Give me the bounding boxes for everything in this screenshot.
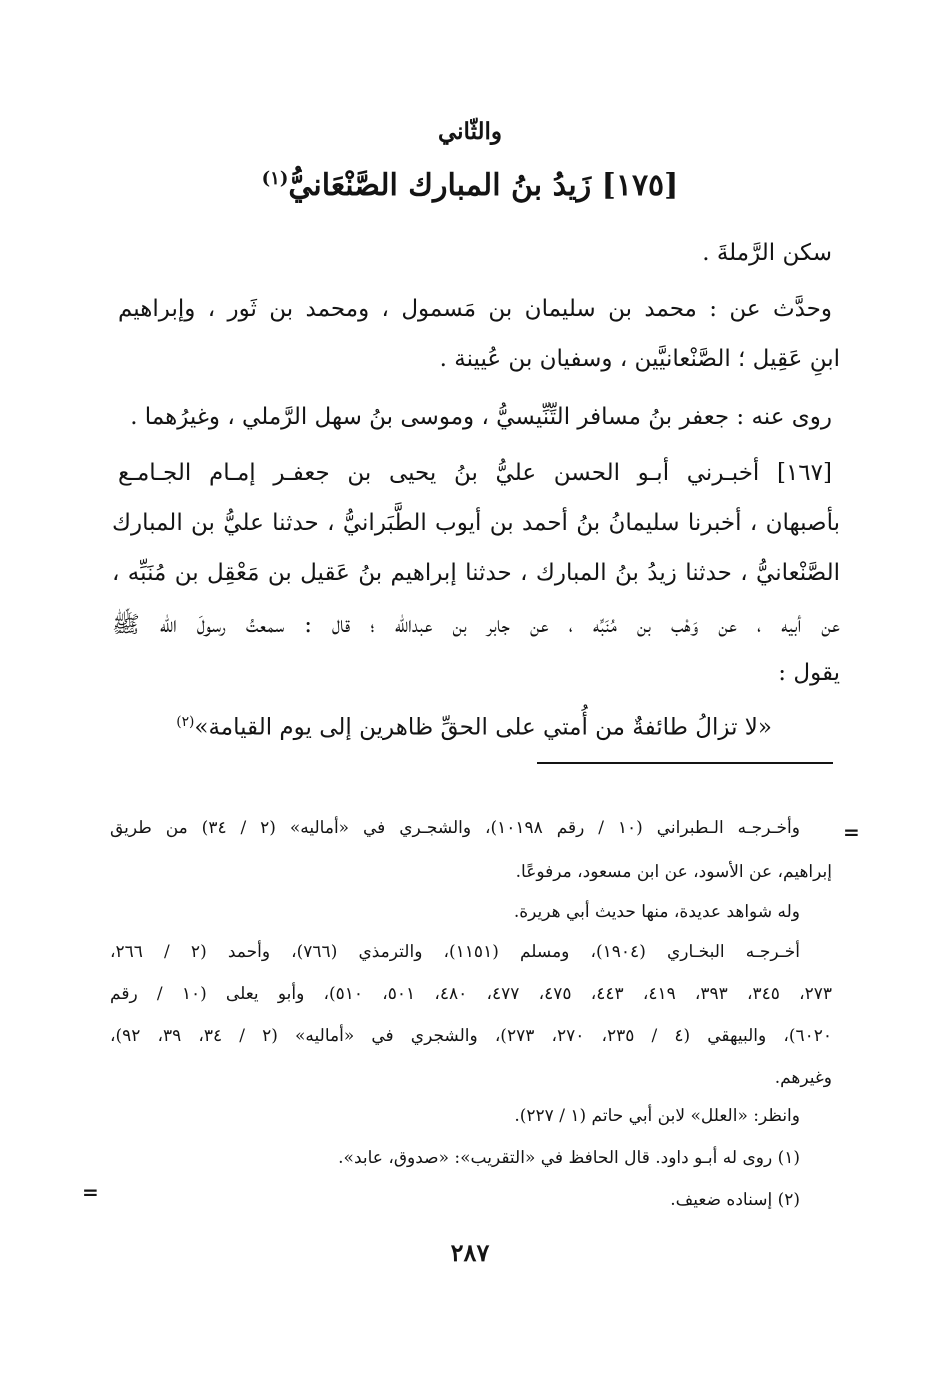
- page-number: ٢٨٧: [450, 1238, 490, 1267]
- hadith-isnad-line-4: عن أبيه ، عن وَهْب بن مُنَبِّه ، عن جابر بن عبدالله ؛ قال : سمعتُ رسولَ الله ﷺ: [112, 612, 840, 638]
- footnote-2: (٢) إسناده ضعيف.: [670, 1190, 800, 1210]
- footnote-separator: [537, 762, 833, 764]
- section-subheading: والثّاني: [437, 118, 503, 145]
- hadith-footnote-ref: (٢): [176, 714, 195, 730]
- entry-title-text: [١٧٥] زَيدُ بنُ المبارك الصَّنْعَانيُّ: [288, 168, 679, 203]
- hadith-matn: [176, 714, 772, 741]
- hadith-isnad-line-3: الصَّنْعانيُّ ، حدثنا زيدُ بنُ المبارك ، حدثنا إبراهيم بنُ عَقيل بن مَعْقِل بن مُنَبِّه ،: [112, 560, 840, 586]
- hadith-isnad-line-1: [١٦٧] أخبـرني أبـو الحسن عليُّ بنُ يحيى بن جعفـر إمـام الجـامـع: [118, 460, 832, 486]
- footnote-1: (١) روى له أبـو داود. قال الحافظ في «التقريب»: «صدوق، عابد».: [338, 1148, 800, 1168]
- footnote-line-7: وغيرهم.: [774, 1068, 832, 1088]
- hadith-isnad-line-2: بأصبهان ، أخبرنا سليمانُ بنُ أحمد بن أيوب الطَّبَرانيُّ ، حدثنا عليُّ بن المبارك: [112, 510, 840, 536]
- footnote-line-1: وأخـرجـه الـطبراني (١٠ / رقم ١٠١٩٨)، والشجـري في «أماليه» (٢ / ٣٤) من طريق: [110, 818, 800, 838]
- hadith-matn-text: «لا تزالُ طائفةٌ من أُمتي على الحقِّ ظاهرين إلى يوم القيامة»: [194, 714, 772, 741]
- footnote-line-2: إبراهيم، عن الأسود، عن ابن مسعود، مرفوعًا.: [515, 862, 832, 882]
- footnote-line-8: وانظر: «العلل» لابن أبي حاتم (١ / ٢٢٧).: [514, 1106, 800, 1126]
- footnote-line-3: وله شواهد عديدة، منها حديث أبي هريرة.: [513, 902, 800, 922]
- continuation-mark-top: =: [843, 820, 860, 844]
- hadith-isnad-line-5: يقول :: [778, 660, 840, 686]
- continuation-mark-bottom: =: [82, 1180, 99, 1204]
- entry-title: [0, 168, 940, 203]
- residence-line: سكن الرَّملةَ .: [702, 240, 832, 266]
- teachers-line-2: ابنِ عَقِيل ؛ الصَّنْعانيَّين ، وسفيان بن عُيينة .: [439, 346, 840, 372]
- students-line: روى عنه : جعفر بنُ مسافر التِّنِّيسيُّ ، وموسى بنُ سهل الرَّملي ، وغيرُهما .: [130, 404, 832, 430]
- entry-title-footnote-ref: (١): [261, 168, 289, 189]
- footnote-line-5: ٢٧٣، ٣٤٥، ٣٩٣، ٤١٩، ٤٤٣، ٤٧٥، ٤٧٧، ٤٨٠، ٥٠١، ٥١٠)، وأبو يعلى (١٠ / رقم: [110, 984, 833, 1004]
- footnote-line-4: أخـرجـه البخـاري (١٩٠٤)، ومسلم (١١٥١)، والترمذي (٧٦٦)، وأحمد (٢ / ٢٦٦،: [110, 942, 800, 962]
- footnote-line-6: ٦٠٢٠)، والبيهقي (٤ / ٢٣٥، ٢٧٠، ٢٧٣)، والشجري في «أماليه» (٢ / ٣٤، ٣٩، ٩٢)،: [110, 1026, 832, 1046]
- teachers-line-1: وحدَّث عن : محمد بن سليمان بن مَسمول ، ومحمد بن ثَور ، وإبراهيم: [118, 296, 832, 322]
